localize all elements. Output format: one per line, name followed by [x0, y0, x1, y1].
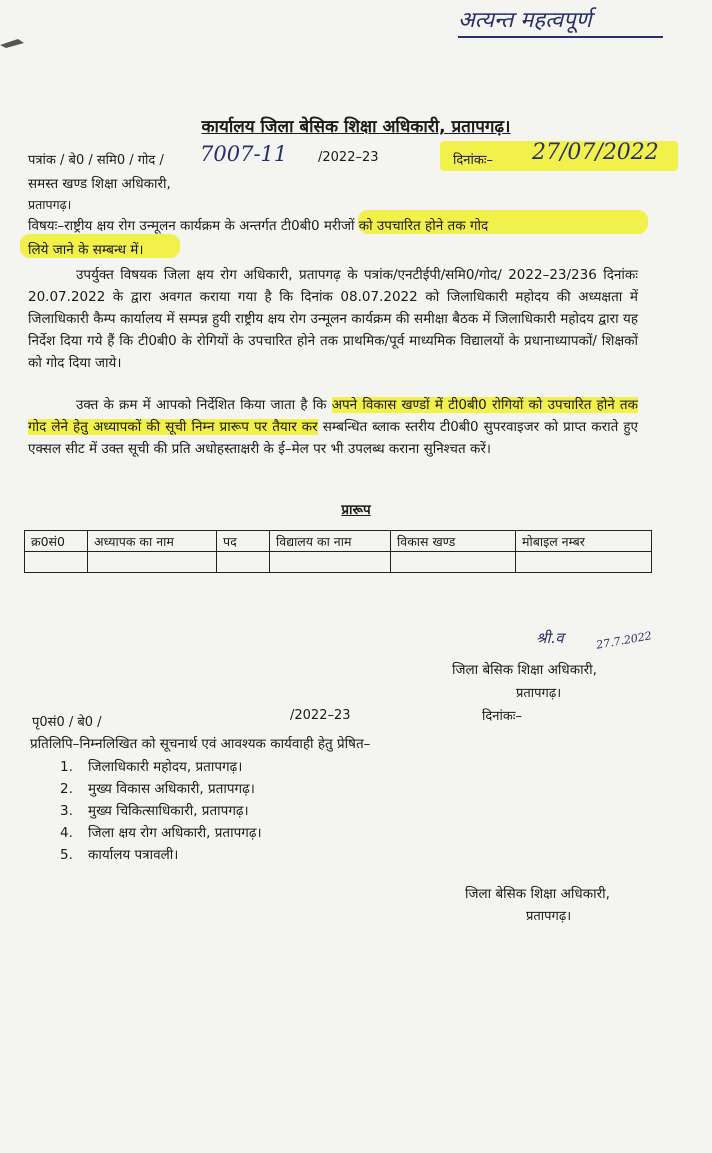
table-cell: [88, 552, 217, 573]
note-underline: [458, 36, 663, 38]
header-teacher-name: अध्यापक का नाम: [88, 531, 217, 552]
copy-reference-year: /2022–23: [290, 708, 351, 723]
header-school-name: विद्यालय का नाम: [270, 531, 391, 552]
addressee-line2: प्रतापगढ़।: [28, 197, 72, 212]
header-serial: क्र0सं0: [25, 531, 88, 552]
copy-recipient-list: [60, 756, 262, 866]
copy-reference-prefix: पृ0सं0 / बे0 /: [32, 715, 102, 730]
list-item: 1. जिलाधिकारी महोदय, प्रतापगढ़।: [60, 759, 243, 775]
office-header: कार्यालय जिला बेसिक शिक्षा अधिकारी, प्रतापगढ़।: [201, 117, 511, 137]
signature-designation: जिला बेसिक शिक्षा अधिकारी,: [452, 662, 597, 678]
table-cell: [25, 552, 88, 573]
footer-place: प्रतापगढ़।: [526, 909, 572, 924]
paragraph-2: [28, 394, 638, 460]
handwritten-priority-note: अत्यन्त महत्वपूर्ण: [458, 4, 663, 38]
header-mobile: मोबाइल नम्बर: [516, 531, 652, 552]
pin-mark: [0, 34, 26, 46]
table-cell: [391, 552, 516, 573]
subject-line1: विषयः–राष्ट्रीय क्षय रोग उन्मूलन कार्यक्रम के अन्तर्गत टी0बी0 मरीजों को उपचारित होने तक गोद: [28, 218, 489, 234]
date-value: 27/07/2022: [532, 140, 659, 165]
paragraph-2-rest: सम्बन्धित ब्लाक स्तरीय टी0बी0 सुपरवाइजर को प्राप्त कराते हुए एक्सल सीट में उक्त सूची की प्रति अधोहस्ताक्षरी के ई–मेल पर भी उपलब्ध कराना सुनिश्चत करें।: [28, 419, 639, 457]
signature-initials: श्री.व: [536, 629, 564, 647]
list-item: 5. कार्यालय पत्रावली।: [60, 847, 179, 863]
reference-number: 7007-11: [200, 142, 288, 166]
signature-place: प्रतापगढ़।: [516, 686, 562, 701]
list-item: 3. मुख्य चिकित्साधिकारी, प्रतापगढ़।: [60, 803, 249, 819]
list-item: 2. मुख्य विकास अधिकारी, प्रतापगढ़।: [60, 781, 255, 797]
signature-date: 27.7.2022: [595, 629, 653, 652]
addressee-line1: समस्त खण्ड शिक्षा अधिकारी,: [28, 176, 171, 192]
footer-designation: जिला बेसिक शिक्षा अधिकारी,: [465, 886, 610, 902]
format-table: [24, 530, 652, 573]
table-cell: [217, 552, 270, 573]
copy-intro: प्रतिलिपि–निम्नलिखित को सूचनार्थ एवं आवश्यक कार्यवाही हेतु प्रेषित–: [30, 736, 371, 752]
reference-prefix: पत्रांक / बे0 / समि0 / गोद /: [28, 153, 164, 168]
header-block: विकास खण्ड: [391, 531, 516, 552]
header-post: पद: [217, 531, 270, 552]
form-title: प्रारूप: [341, 502, 371, 518]
table-row: [25, 552, 652, 573]
subject-line2: लिये जाने के सम्बन्ध में।: [28, 242, 144, 258]
paragraph-2-intro: उक्त के क्रम में आपको निर्देशित किया जाता है कि: [76, 397, 327, 413]
paragraph-2-highlighted: अपने विकास खण्डों में टी0बी0 रोगियों को उपचारित होने तक गोद लेने हेतु अध्यापकों की सूची निम्न प्रारूप पर तैयार कर: [28, 397, 638, 435]
list-item: 4. जिला क्षय रोग अधिकारी, प्रतापगढ़।: [60, 825, 262, 841]
subject: [28, 214, 648, 262]
table-cell: [270, 552, 391, 573]
reference-year: /2022–23: [318, 150, 379, 165]
copy-date-label: दिनांकः–: [482, 709, 522, 724]
date-label: दिनांकः–: [453, 153, 493, 168]
paragraph-1: उपर्युक्त विषयक जिला क्षय रोग अधिकारी, प्रतापगढ़ के पत्रांक/एनटीईपी/समि0/गोद/ 2022–23/236 दिनांकः 20.07.2022 के द्वारा अवगत कराया गया है कि दिनांक 08.07.2022 को जिलाधिकारी महोदय की अध्यक्षता में जिलाधिकारी कैम्प कार्यालय में सम्पन्न हुयी राष्ट्रीय क्षय रोग उन्मूलन कार्यक्रम की समीक्षा बैठक में जिलाधिकारी महोदय द्वारा यह निर्देश दिया गये हैं कि टी0बी0 के रोगियों के उपचारित होने तक प्राथमिक/पूर्व माध्यमिक विद्यालयों के प्रधानाध्यापकों/ शिक्षकों को गोद दिया जाये।: [28, 267, 638, 371]
table-cell: [516, 552, 652, 573]
table-header-row: [25, 531, 652, 552]
